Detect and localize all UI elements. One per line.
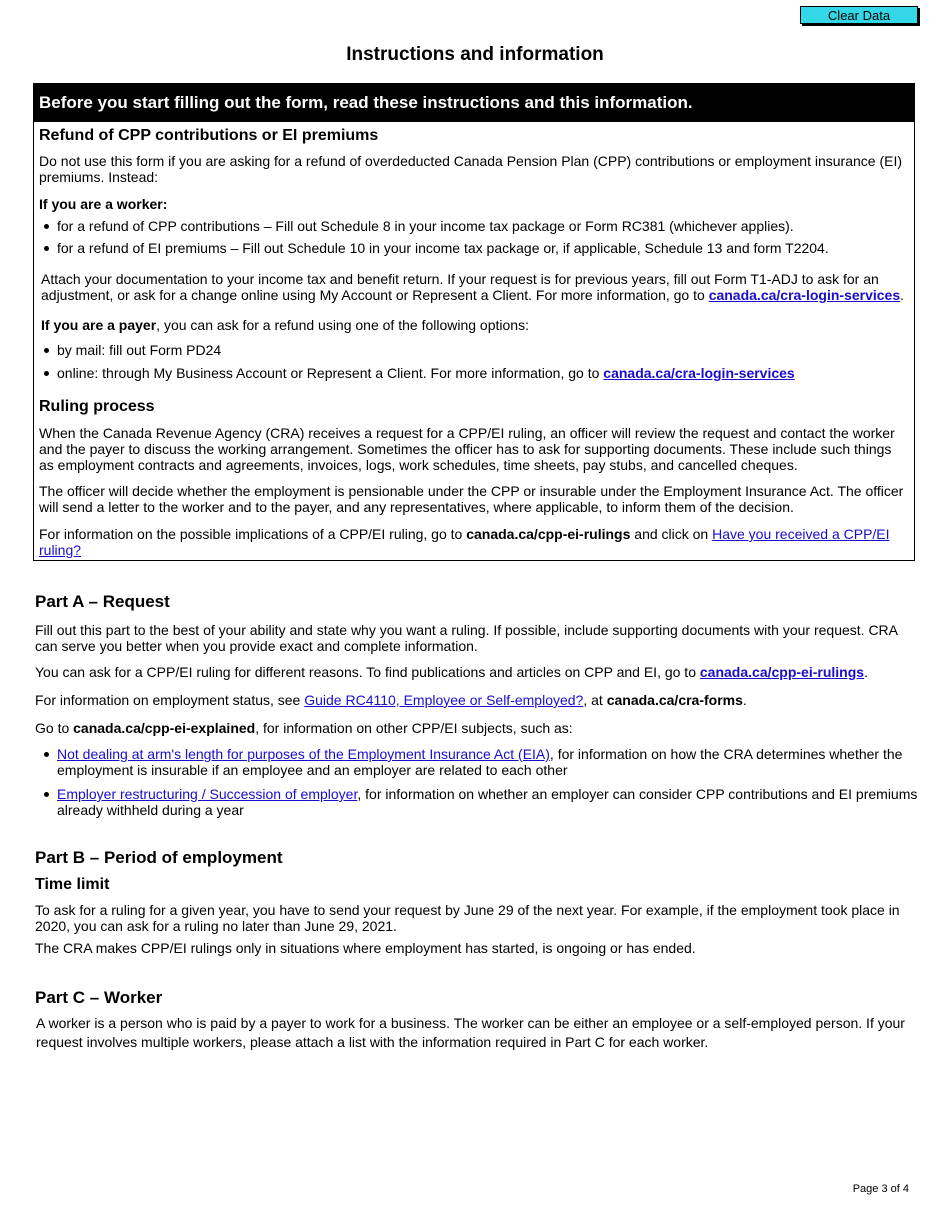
part-c-paragraph: A worker is a person who is paid by a payer to work for a business. The worker can be either an employee or a self-employed person. If your request involves multiple workers, please attach a list with the information required in Part C for each worker. bbox=[36, 1015, 905, 1050]
page-number: Page 3 of 4 bbox=[852, 1183, 909, 1195]
payer-item-mail: by mail: fill out Form PD24 bbox=[40, 342, 221, 358]
instructions-header: Before you start filling out the form, read these instructions and this information. bbox=[34, 84, 914, 122]
arms-length-eia-link[interactable]: Not dealing at arm's length for purposes of the Employment Insurance Act (EIA) bbox=[57, 746, 550, 762]
payer-cra-login-services-link[interactable]: canada.ca/cra-login-services bbox=[603, 365, 795, 381]
ruling-heading: Ruling process bbox=[39, 398, 155, 415]
part-a-paragraph-2: You can ask for a CPP/EI ruling for different reasons. To find publications and articles on CPP and EI, go to canada.ca/cpp-ei-rulings. bbox=[35, 664, 868, 680]
worker-item-cpp: for a refund of CPP contributions – Fill out Schedule 8 in your income tax package or Form RC381 (whichever applies). bbox=[40, 218, 907, 234]
page-title: Instructions and information bbox=[346, 44, 604, 65]
payer-item-online: online: through My Business Account or Represent a Client. For more information, go to canada.ca/cra-login-services bbox=[40, 365, 795, 381]
worker-label: If you are a worker: bbox=[39, 196, 168, 212]
employer-restructuring-link[interactable]: Employer restructuring / Succession of employer bbox=[57, 786, 358, 802]
time-limit-heading: Time limit bbox=[35, 876, 110, 893]
part-a-paragraph-4: Go to canada.ca/cpp-ei-explained, for information on other CPP/EI subjects, such as: bbox=[35, 720, 573, 736]
ruling-paragraph-2: The officer will decide whether the employment is pensionable under the CPP or insurable under the Employment Insurance Act. The officer will send a letter to the worker and to the payer, and any representatives, where applicable, to inform them of the decision. bbox=[39, 483, 904, 515]
attach-paragraph: Attach your documentation to your income tax and benefit return. If your request is for previous years, fill out Form T1-ADJ to ask for an adjustment, or ask for a change online using My Account or Represent a Client. For more information, go to canada.ca/cra-login-services. bbox=[41, 271, 905, 303]
cra-login-services-link[interactable]: canada.ca/cra-login-services bbox=[708, 287, 901, 303]
ruling-paragraph-1: When the Canada Revenue Agency (CRA) receives a request for a CPP/EI ruling, an officer will review the request and contact the worker and the payer to discuss the working arrangement. Sometimes the officer has to ask for supporting documents. These include such things as employment contracts and agreements, invoices, logs, work schedules, time sheets, pay stubs, and cancelled cheques. bbox=[39, 425, 895, 473]
cpp-ei-rulings-link[interactable]: canada.ca/cpp-ei-rulings bbox=[699, 664, 865, 680]
guide-rc4110-link[interactable]: Guide RC4110, Employee or Self-employed? bbox=[304, 692, 584, 708]
part-a-item-restructuring: Employer restructuring / Succession of employer, for information on whether an employer can consider CPP contributions and EI premiums already withheld during a year bbox=[40, 786, 925, 818]
ruling-paragraph-3: For information on the possible implications of a CPP/EI ruling, go to canada.ca/cpp-ei-rulings and click on Have you received a CPP/EI ruling? bbox=[39, 526, 890, 558]
part-b-paragraph-1: To ask for a ruling for a given year, you have to send your request by June 29 of the next year. For example, if the employment took place in 2020, you can ask for a ruling no later than June 29, 2021. bbox=[35, 902, 900, 934]
refund-heading: Refund of CPP contributions or EI premiums bbox=[39, 127, 379, 144]
refund-intro: Do not use this form if you are asking for a refund of overdeducted Canada Pension Plan (CPP) contributions or employment insurance (EI) premiums. Instead: bbox=[39, 153, 903, 185]
part-a-item-arms-length: Not dealing at arm's length for purposes of the Employment Insurance Act (EIA), for information on how the CRA determines whether the employment is insurable if an employee and an employer are related to each other bbox=[40, 746, 925, 778]
part-c-heading: Part C – Worker bbox=[35, 988, 163, 1007]
part-a-paragraph-3: For information on employment status, see Guide RC4110, Employee or Self-employed?, at canada.ca/cra-forms. bbox=[35, 692, 747, 708]
part-b-paragraph-2: The CRA makes CPP/EI rulings only in situations where employment has started, is ongoing or has ended. bbox=[35, 940, 696, 956]
part-a-paragraph-1: Fill out this part to the best of your ability and state why you want a ruling. If possible, include supporting documents with your request. CRA can serve you better when you provide exact and complete information. bbox=[35, 622, 898, 654]
clear-data-button[interactable]: Clear Data bbox=[800, 6, 918, 24]
cpp-ei-ruling-received-link[interactable]: Have you received a CPP/EI ruling? bbox=[39, 526, 890, 558]
worker-item-ei: for a refund of EI premiums – Fill out Schedule 10 in your income tax package or, if applicable, Schedule 13 and form T2204. bbox=[40, 240, 907, 256]
payer-paragraph: If you are a payer, you can ask for a refund using one of the following options: bbox=[41, 317, 529, 333]
part-a-heading: Part A – Request bbox=[35, 592, 170, 611]
part-b-heading: Part B – Period of employment bbox=[35, 848, 283, 867]
instructions-box bbox=[33, 83, 915, 561]
